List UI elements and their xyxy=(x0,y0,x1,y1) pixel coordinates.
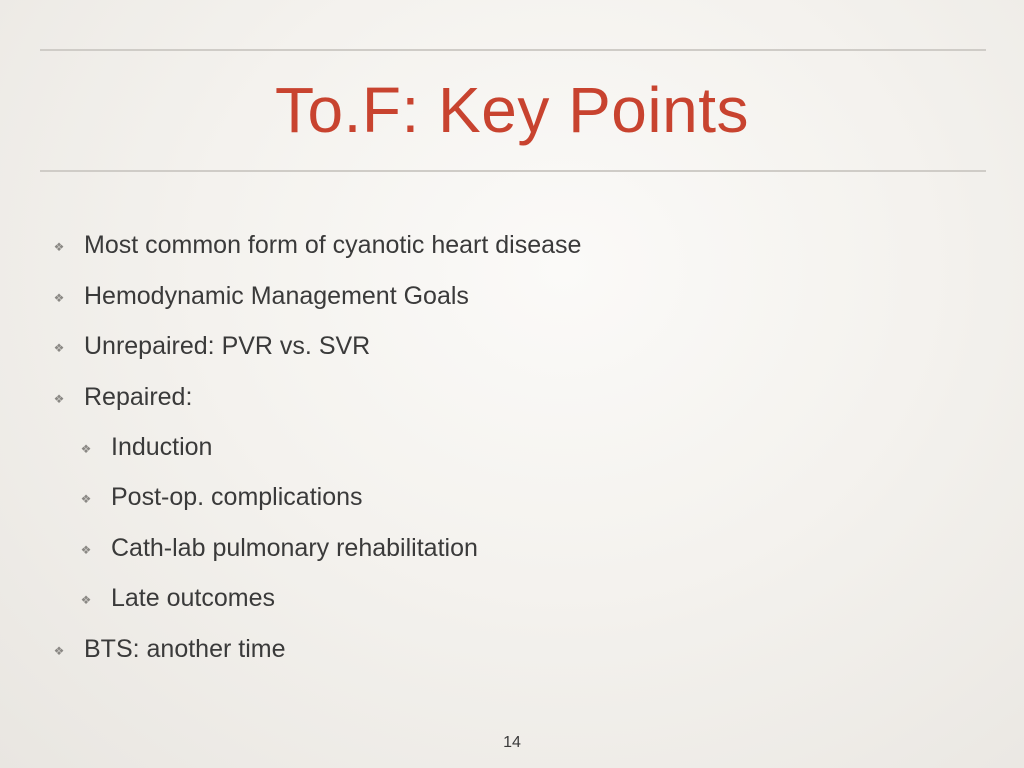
diamond-bullet-icon: ❖ xyxy=(53,643,65,658)
diamond-bullet-icon: ❖ xyxy=(80,592,92,607)
bullet-text: Unrepaired: PVR vs. SVR xyxy=(84,331,371,360)
slide-title: To.F: Key Points xyxy=(275,74,749,146)
sub-bullet-text: Induction xyxy=(111,432,213,461)
top-divider xyxy=(40,49,986,51)
bullet-item xyxy=(52,278,469,314)
bullet-text: Repaired: xyxy=(84,382,193,411)
diamond-bullet-icon: ❖ xyxy=(53,340,65,355)
bullet-text: BTS: another time xyxy=(84,634,286,663)
sub-bullet-item xyxy=(79,429,212,465)
title-divider xyxy=(40,170,986,172)
sub-bullet-text: Late outcomes xyxy=(111,583,275,612)
diamond-bullet-icon: ❖ xyxy=(80,441,92,456)
bullet-text: Hemodynamic Management Goals xyxy=(84,281,469,310)
page-number: 14 xyxy=(503,734,521,751)
diamond-bullet-icon: ❖ xyxy=(80,542,92,557)
sub-bullet-item xyxy=(79,580,275,616)
bullet-item xyxy=(52,227,581,263)
sub-bullet-item xyxy=(79,479,363,515)
diamond-bullet-icon: ❖ xyxy=(53,239,65,254)
bullet-item xyxy=(52,328,370,364)
sub-bullet-item xyxy=(79,530,478,566)
diamond-bullet-icon: ❖ xyxy=(53,391,65,406)
bullet-text: Most common form of cyanotic heart disease xyxy=(84,230,582,259)
sub-bullet-text: Cath-lab pulmonary rehabilitation xyxy=(111,533,478,562)
bullet-item xyxy=(52,379,192,415)
diamond-bullet-icon: ❖ xyxy=(53,290,65,305)
sub-bullet-text: Post-op. complications xyxy=(111,482,363,511)
bullet-item xyxy=(52,631,285,667)
diamond-bullet-icon: ❖ xyxy=(80,491,92,506)
